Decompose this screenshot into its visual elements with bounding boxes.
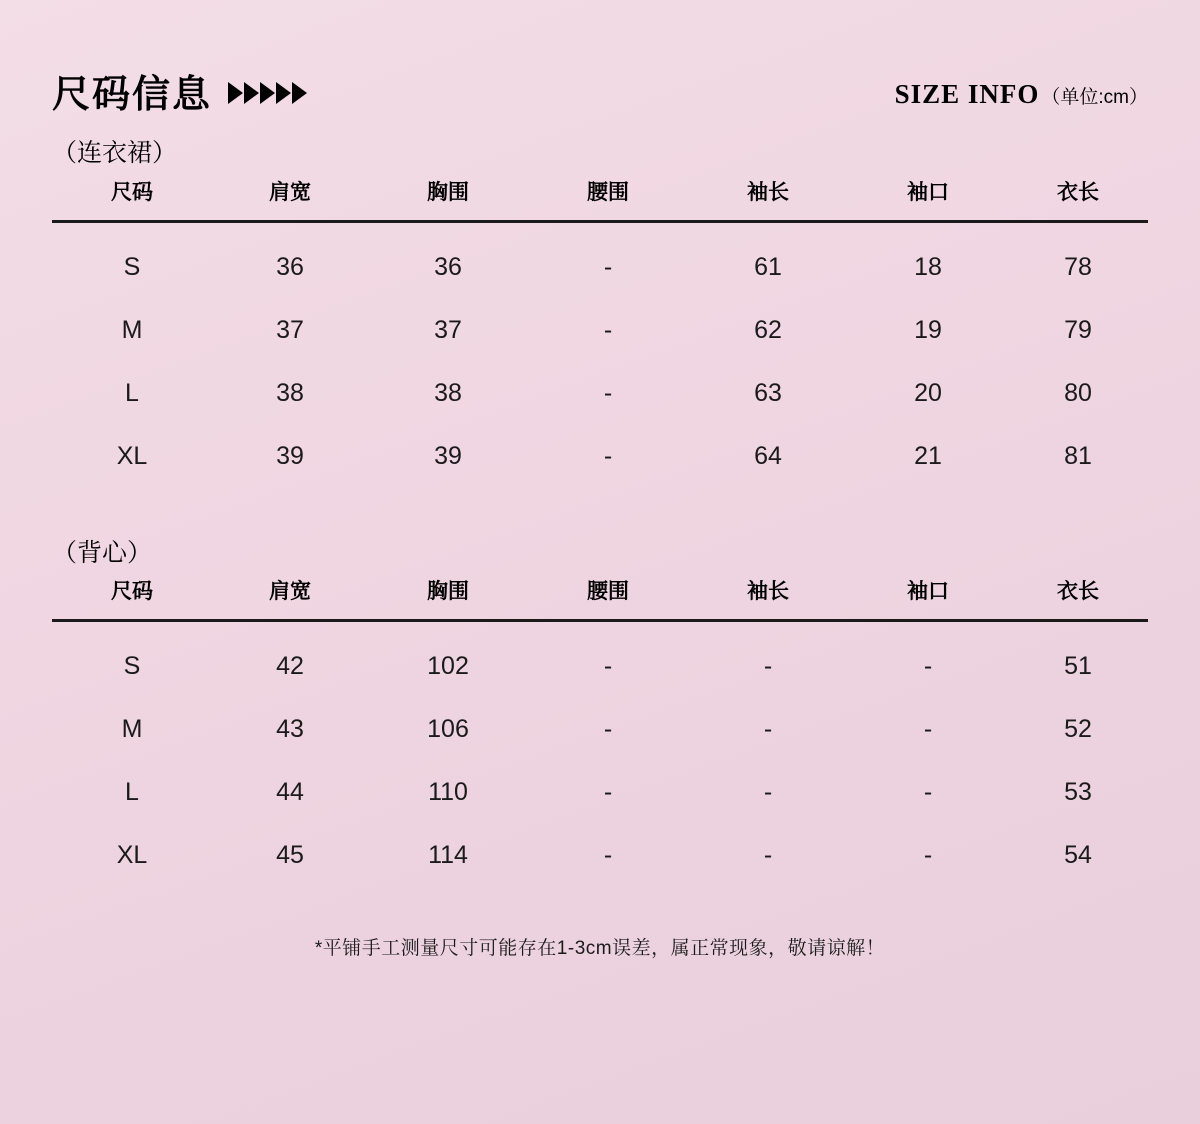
section-label-vest: （背心） — [52, 538, 153, 567]
column-header: 袖长 — [747, 180, 789, 204]
column-header: 胸围 — [427, 180, 469, 204]
column-header: 腰围 — [587, 580, 629, 603]
cell-value: - — [923, 841, 933, 869]
cell-value: 39 — [276, 441, 304, 470]
table-row — [52, 621, 1148, 699]
page-header — [52, 0, 1148, 114]
column-header: 衣长 — [1057, 180, 1099, 204]
cell-size: M — [121, 715, 143, 743]
cell-value: 44 — [276, 778, 304, 806]
table-row — [52, 761, 1148, 824]
column-header: 肩宽 — [269, 180, 311, 204]
size-info-label: SIZE INFO — [894, 79, 1040, 109]
cell-value: 114 — [428, 841, 468, 869]
cell-size: S — [123, 652, 141, 680]
table-row — [52, 425, 1148, 488]
cell-value: 80 — [1064, 378, 1092, 407]
cell-value: 38 — [434, 378, 462, 407]
column-header: 肩宽 — [269, 580, 311, 603]
table-row — [52, 824, 1148, 887]
cell-value: - — [603, 715, 613, 743]
cell-value: - — [603, 378, 613, 407]
cell-value: 54 — [1064, 841, 1092, 869]
cell-value: 62 — [754, 315, 782, 344]
column-header: 胸围 — [427, 580, 469, 603]
column-header: 尺码 — [111, 180, 153, 204]
table-row — [52, 698, 1148, 761]
cell-value: 102 — [427, 652, 469, 680]
cell-value: 81 — [1064, 441, 1092, 470]
header-right — [895, 81, 1148, 114]
cell-value: - — [603, 652, 613, 680]
cell-value: 36 — [434, 252, 462, 281]
cell-size: L — [125, 778, 139, 806]
cell-size: XL — [116, 841, 148, 869]
column-header: 袖长 — [747, 580, 789, 603]
column-header: 袖口 — [907, 180, 949, 204]
table-row — [52, 221, 1148, 299]
cell-value: 52 — [1064, 715, 1092, 743]
cell-value: 64 — [754, 441, 782, 470]
cell-size: S — [123, 252, 141, 281]
column-header: 尺码 — [111, 580, 153, 603]
triangle-right-arrows-icon — [228, 82, 307, 104]
measurement-footnote: *平铺手工测量尺寸可能存在1-3cm误差，属正常现象，敬请谅解！ — [314, 938, 886, 959]
cell-value: 36 — [276, 252, 304, 281]
cell-value: 38 — [276, 378, 304, 407]
cell-value: 39 — [434, 441, 462, 470]
cell-value: - — [923, 652, 933, 680]
cell-value: - — [603, 841, 613, 869]
table-header-row — [52, 569, 1148, 621]
size-table-dress — [52, 170, 1148, 488]
cell-value: 19 — [914, 315, 942, 344]
cell-size: XL — [116, 441, 148, 470]
size-table-vest — [52, 569, 1148, 887]
column-header: 衣长 — [1057, 580, 1099, 603]
cell-value: 110 — [428, 778, 468, 806]
cell-size: M — [121, 315, 143, 344]
cell-value: - — [923, 715, 933, 743]
cell-value: 61 — [754, 252, 782, 281]
unit-note: （单位:cm） — [1041, 87, 1148, 108]
cell-value: - — [603, 441, 613, 470]
column-header: 腰围 — [587, 180, 629, 204]
cell-value: 79 — [1064, 315, 1092, 344]
table-row — [52, 362, 1148, 425]
section-label-dress: （连衣裙） — [52, 139, 178, 167]
cell-size: L — [125, 378, 139, 407]
cell-value: - — [763, 652, 773, 680]
cell-value: 37 — [276, 315, 304, 344]
cell-value: - — [603, 315, 613, 344]
cell-value: 43 — [276, 715, 304, 743]
cell-value: 21 — [914, 441, 942, 470]
cell-value: - — [603, 252, 613, 281]
cell-value: - — [603, 778, 613, 806]
cell-value: 51 — [1064, 652, 1092, 680]
cell-value: 37 — [434, 315, 462, 344]
cell-value: - — [763, 841, 773, 869]
cell-value: - — [763, 715, 773, 743]
cell-value: 42 — [276, 652, 304, 680]
cell-value: 20 — [914, 378, 942, 407]
cell-value: 45 — [276, 841, 304, 869]
cell-value: - — [763, 778, 773, 806]
table-row — [52, 299, 1148, 362]
header-left — [52, 76, 307, 114]
cell-value: 78 — [1064, 252, 1092, 281]
cell-value: 18 — [914, 252, 942, 281]
cell-value: - — [923, 778, 933, 806]
cell-value: 106 — [427, 715, 469, 743]
page-title: 尺码信息 — [52, 74, 213, 116]
column-header: 袖口 — [907, 580, 949, 603]
cell-value: 53 — [1064, 778, 1092, 806]
cell-value: 63 — [754, 378, 782, 407]
table-header-row — [52, 170, 1148, 222]
